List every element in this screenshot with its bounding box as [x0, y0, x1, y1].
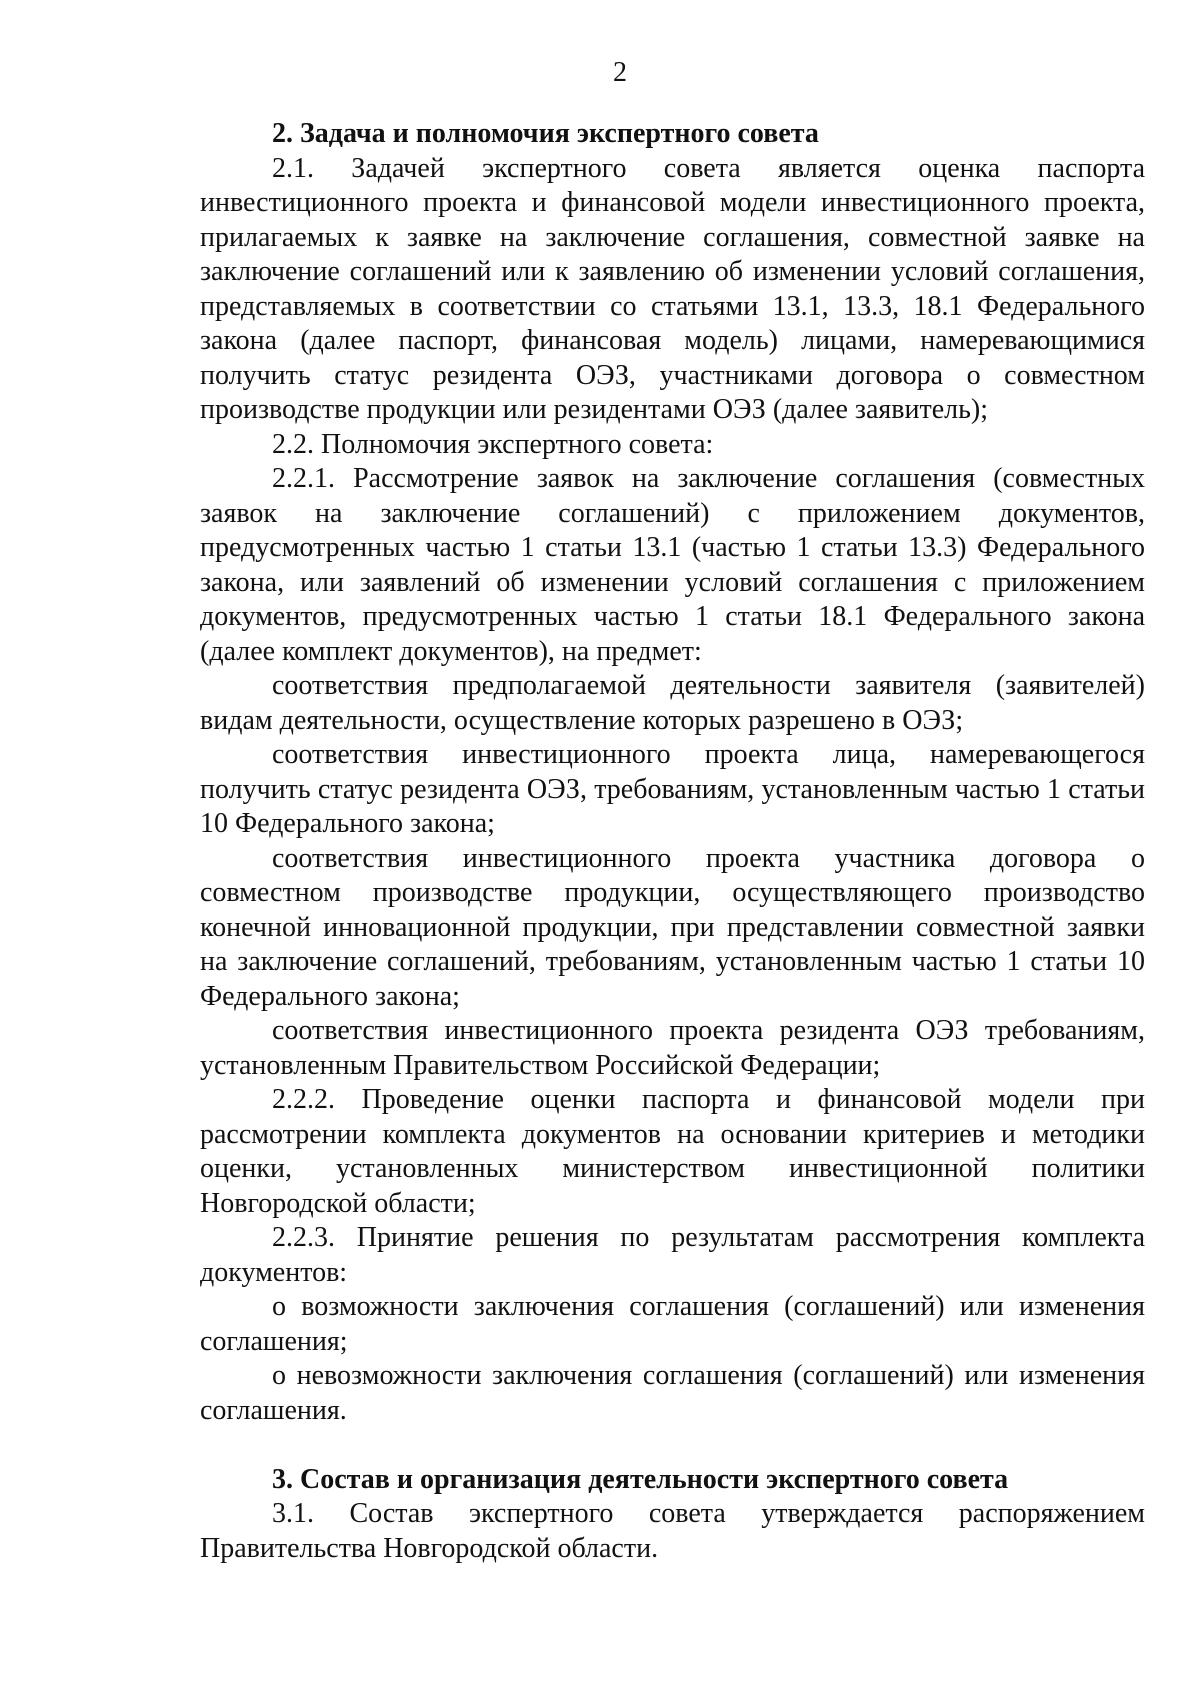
- criterion-joint-production-project: соответствия инвестиционного проекта участника договора о совместном производстве продукции, осуществляющего производство конечной инновационной продукции, при представлении совместной заявки на заключение соглашений, требованиям, установленным частью 1 статьи 10 Федерального закона;: [200, 842, 1145, 1012]
- criterion-resident-project: соответствия инвестиционного проекта резидента ОЭЗ требованиям, установленным Правительством Российской Федерации;: [200, 1015, 1145, 1081]
- criterion-applicant-project: соответствия инвестиционного проекта лица, намеревающегося получить статус резидента ОЭЗ, требованиям, установленным частью 1 статьи 10 Федерального закона;: [200, 739, 1145, 839]
- paragraph-2-2: 2.2. Полномочия экспертного совета:: [272, 428, 714, 460]
- paragraph-2-2-1: 2.2.1. Рассмотрение заявок на заключение соглашения (совместных заявок на заключение соглашений) с приложением документов, предусмотренных частью 1 статьи 13.1 (частью 1 статьи 13.3) Федерального закона, или заявлений об изменении условий соглашения с приложением документов, предусмотренных частью 1 статьи 18.1 Федерального закона (далее комплект документов), на предмет:: [200, 463, 1145, 667]
- decision-possible: о возможности заключения соглашения (соглашений) или изменения соглашения;: [200, 1291, 1145, 1357]
- section-2-heading: 2. Задача и полномочия экспертного совета: [272, 118, 819, 149]
- section-3-heading: 3. Состав и организация деятельности экспертного совета: [272, 1463, 1009, 1495]
- paragraph-2-2-2: 2.2.2. Проведение оценки паспорта и финансовой модели при рассмотрении комплекта документов на основании критериев и методики оценки, установленных министерством инвестиционной политики Новгородской области;: [200, 1084, 1145, 1219]
- page-number: 2: [613, 57, 627, 88]
- document-body: [200, 117, 1145, 1566]
- paragraph-2-1: 2.1. Задачей экспертного совета является оценка паспорта инвестиционного проекта и финансовой модели инвестиционного проекта, прилагаемых к заявке на заключение соглашения, совместной заявке на заключение соглашений или к заявлению об изменении условий соглашения, представляемых в соответствии со статьями 13.1, 13.3, 18.1 Федерального закона (далее паспорт, финансовая модель) лицами, намеревающимися получить статус резидента ОЭЗ, участниками договора о совместном производстве продукции или резидентами ОЭЗ (далее заявитель);: [200, 152, 1145, 425]
- criterion-activity-types: соответствия предполагаемой деятельности заявителя (заявителей) видам деятельности, осуществление которых разрешено в ОЭЗ;: [200, 670, 1145, 736]
- section-spacer: [200, 1428, 1145, 1463]
- decision-impossible: о невозможности заключения соглашения (соглашений) или изменения соглашения.: [200, 1360, 1145, 1426]
- paragraph-2-2-3: 2.2.3. Принятие решения по результатам рассмотрения комплекта документов:: [200, 1222, 1145, 1288]
- paragraph-3-1: 3.1. Состав экспертного совета утверждается распоряжением Правительства Новгородской области.: [200, 1498, 1145, 1564]
